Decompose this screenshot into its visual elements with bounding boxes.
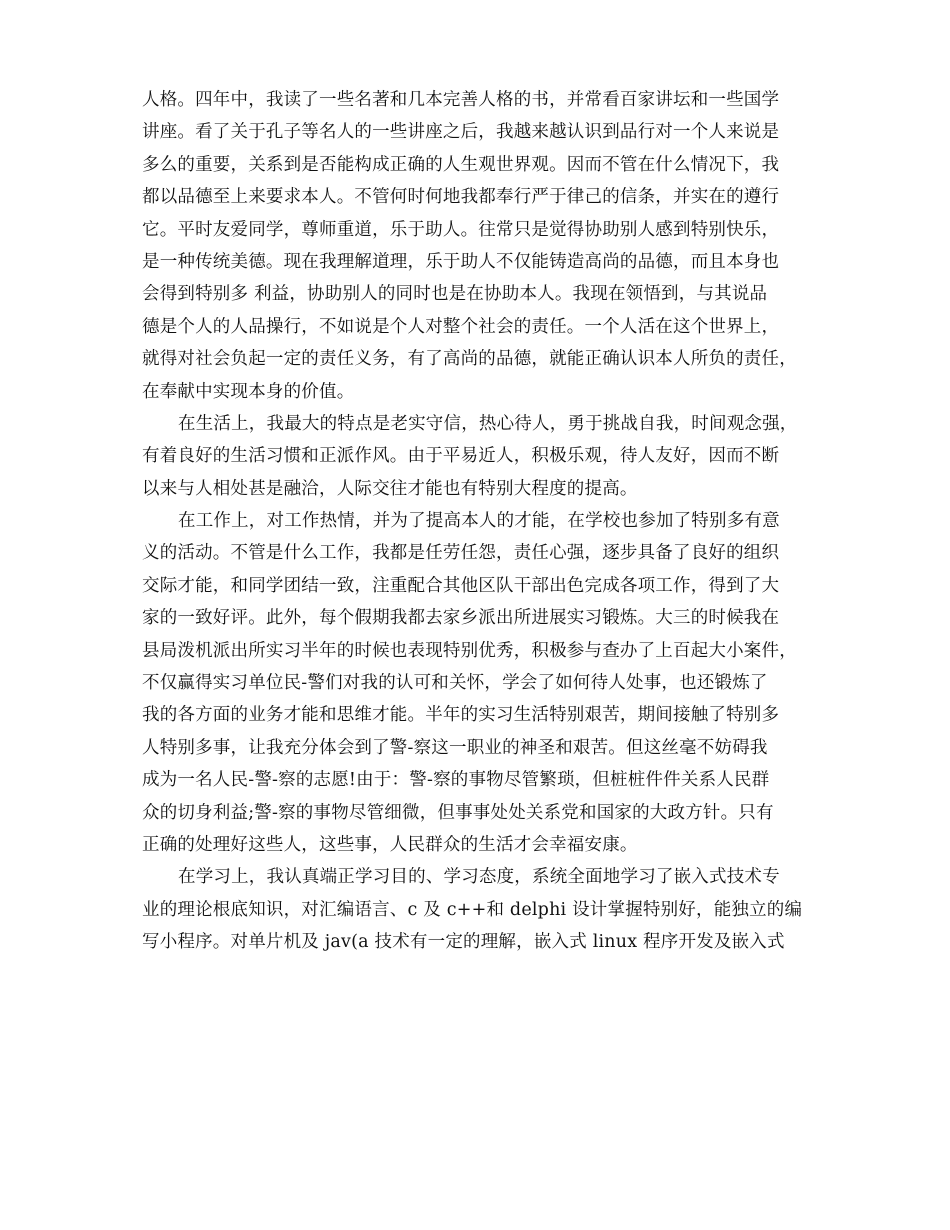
- text-line: 在工作上，对工作热情，并为了提高本人的才能，在学校也参加了特别多有意: [178, 511, 780, 532]
- text-line: 德是个人的人品操行，不如说是个人对整个社会的责任。一个人活在这个世界上，: [142, 316, 780, 337]
- paragraph-life: [142, 408, 822, 505]
- text-line: 在学习上，我认真端正学习目的、学习态度，系统全面地学习了嵌入式技术专: [178, 867, 780, 888]
- text-line: 它。平时友爱同学，尊师重道，乐于助人。往常只是觉得协助别人感到特别快乐，: [142, 219, 780, 240]
- paragraph-work: [142, 505, 822, 861]
- text-line: 是一种传统美德。现在我理解道理，乐于助人不仅能铸造高尚的品德，而且本身也: [142, 251, 780, 272]
- text-line: 以来与人相处甚是融洽，人际交往才能也有特别大程度的提高。: [142, 478, 638, 499]
- text-line: 义的活动。不管是什么工作，我都是任劳任怨，责任心强，逐步具备了良好的组织: [142, 543, 780, 564]
- text-line: 在生活上，我最大的特点是老实守信，热心待人，勇于挑战自我，时间观念强，: [178, 413, 798, 434]
- text-line: 多么的重要，关系到是否能构成正确的人生观世界观。因而不管在什么情况下，我: [142, 154, 780, 175]
- text-line: 业的理论根底知识，对汇编语言、c 及 c++和 delphi 设计掌握特别好，能独立的编: [142, 899, 803, 920]
- text-line: 县局泼机派出所实习半年的时候也表现特别优秀，积极参与查办了上百起大小案件，: [142, 640, 797, 661]
- paragraph-study: [142, 861, 822, 958]
- text-line: 写小程序。对单片机及 jav(a 技术有一定的理解，嵌入式 linux 程序开发及嵌入式: [142, 932, 785, 953]
- text-line: 有着良好的生活习惯和正派作风。由于平易近人，积极乐观，待人友好，因而不断: [142, 446, 780, 467]
- text-line: 正确的处理好这些人，这些事，人民群众的生活才会幸福安康。: [142, 834, 638, 855]
- text-line: 人格。四年中，我读了一些名著和几本完善人格的书，并常看百家讲坛和一些国学: [142, 90, 780, 110]
- text-line: 不仅赢得实习单位民-警们对我的认可和关怀，学会了如何待人处事，也还锻炼了: [142, 673, 768, 694]
- paragraph-character: [142, 84, 822, 408]
- text-line: 成为一名人民-警-察的志愿!由于：警-察的事物尽管繁琐，但桩桩件件关系人民群: [142, 770, 770, 791]
- text-line: 家的一致好评。此外，每个假期我都去家乡派出所进展实习锻炼。大三的时候我在: [142, 608, 780, 629]
- text-line: 讲座。看了关于孔子等名人的一些讲座之后，我越来越认识到品行对一个人来说是: [142, 122, 780, 143]
- text-line: 交际才能，和同学团结一致，注重配合其他区队干部出色完成各项工作，得到了大: [142, 575, 780, 596]
- text-line: 就得对社会负起一定的责任义务，有了高尚的品德，就能正确认识本人所负的责任，: [142, 349, 797, 370]
- text-line: 在奉献中实现本身的价值。: [142, 381, 355, 402]
- document-body: [142, 84, 822, 959]
- text-line: 会得到特别多 利益，协助别人的同时也是在协助本人。我现在领悟到，与其说品: [142, 284, 768, 305]
- text-line: 人特别多事，让我充分体会到了警-察这一职业的神圣和艰苦。但这丝毫不妨碍我: [142, 737, 768, 758]
- text-line: 都以品德至上来要求本人。不管何时何地我都奉行严于律己的信条，并实在的遵行: [142, 187, 780, 208]
- text-line: 众的切身利益;警-察的事物尽管细微，但事事处处关系党和国家的大政方针。只有: [142, 802, 774, 823]
- text-line: 我的各方面的业务才能和思维才能。半年的实习生活特别艰苦，期间接触了特别多: [142, 705, 780, 726]
